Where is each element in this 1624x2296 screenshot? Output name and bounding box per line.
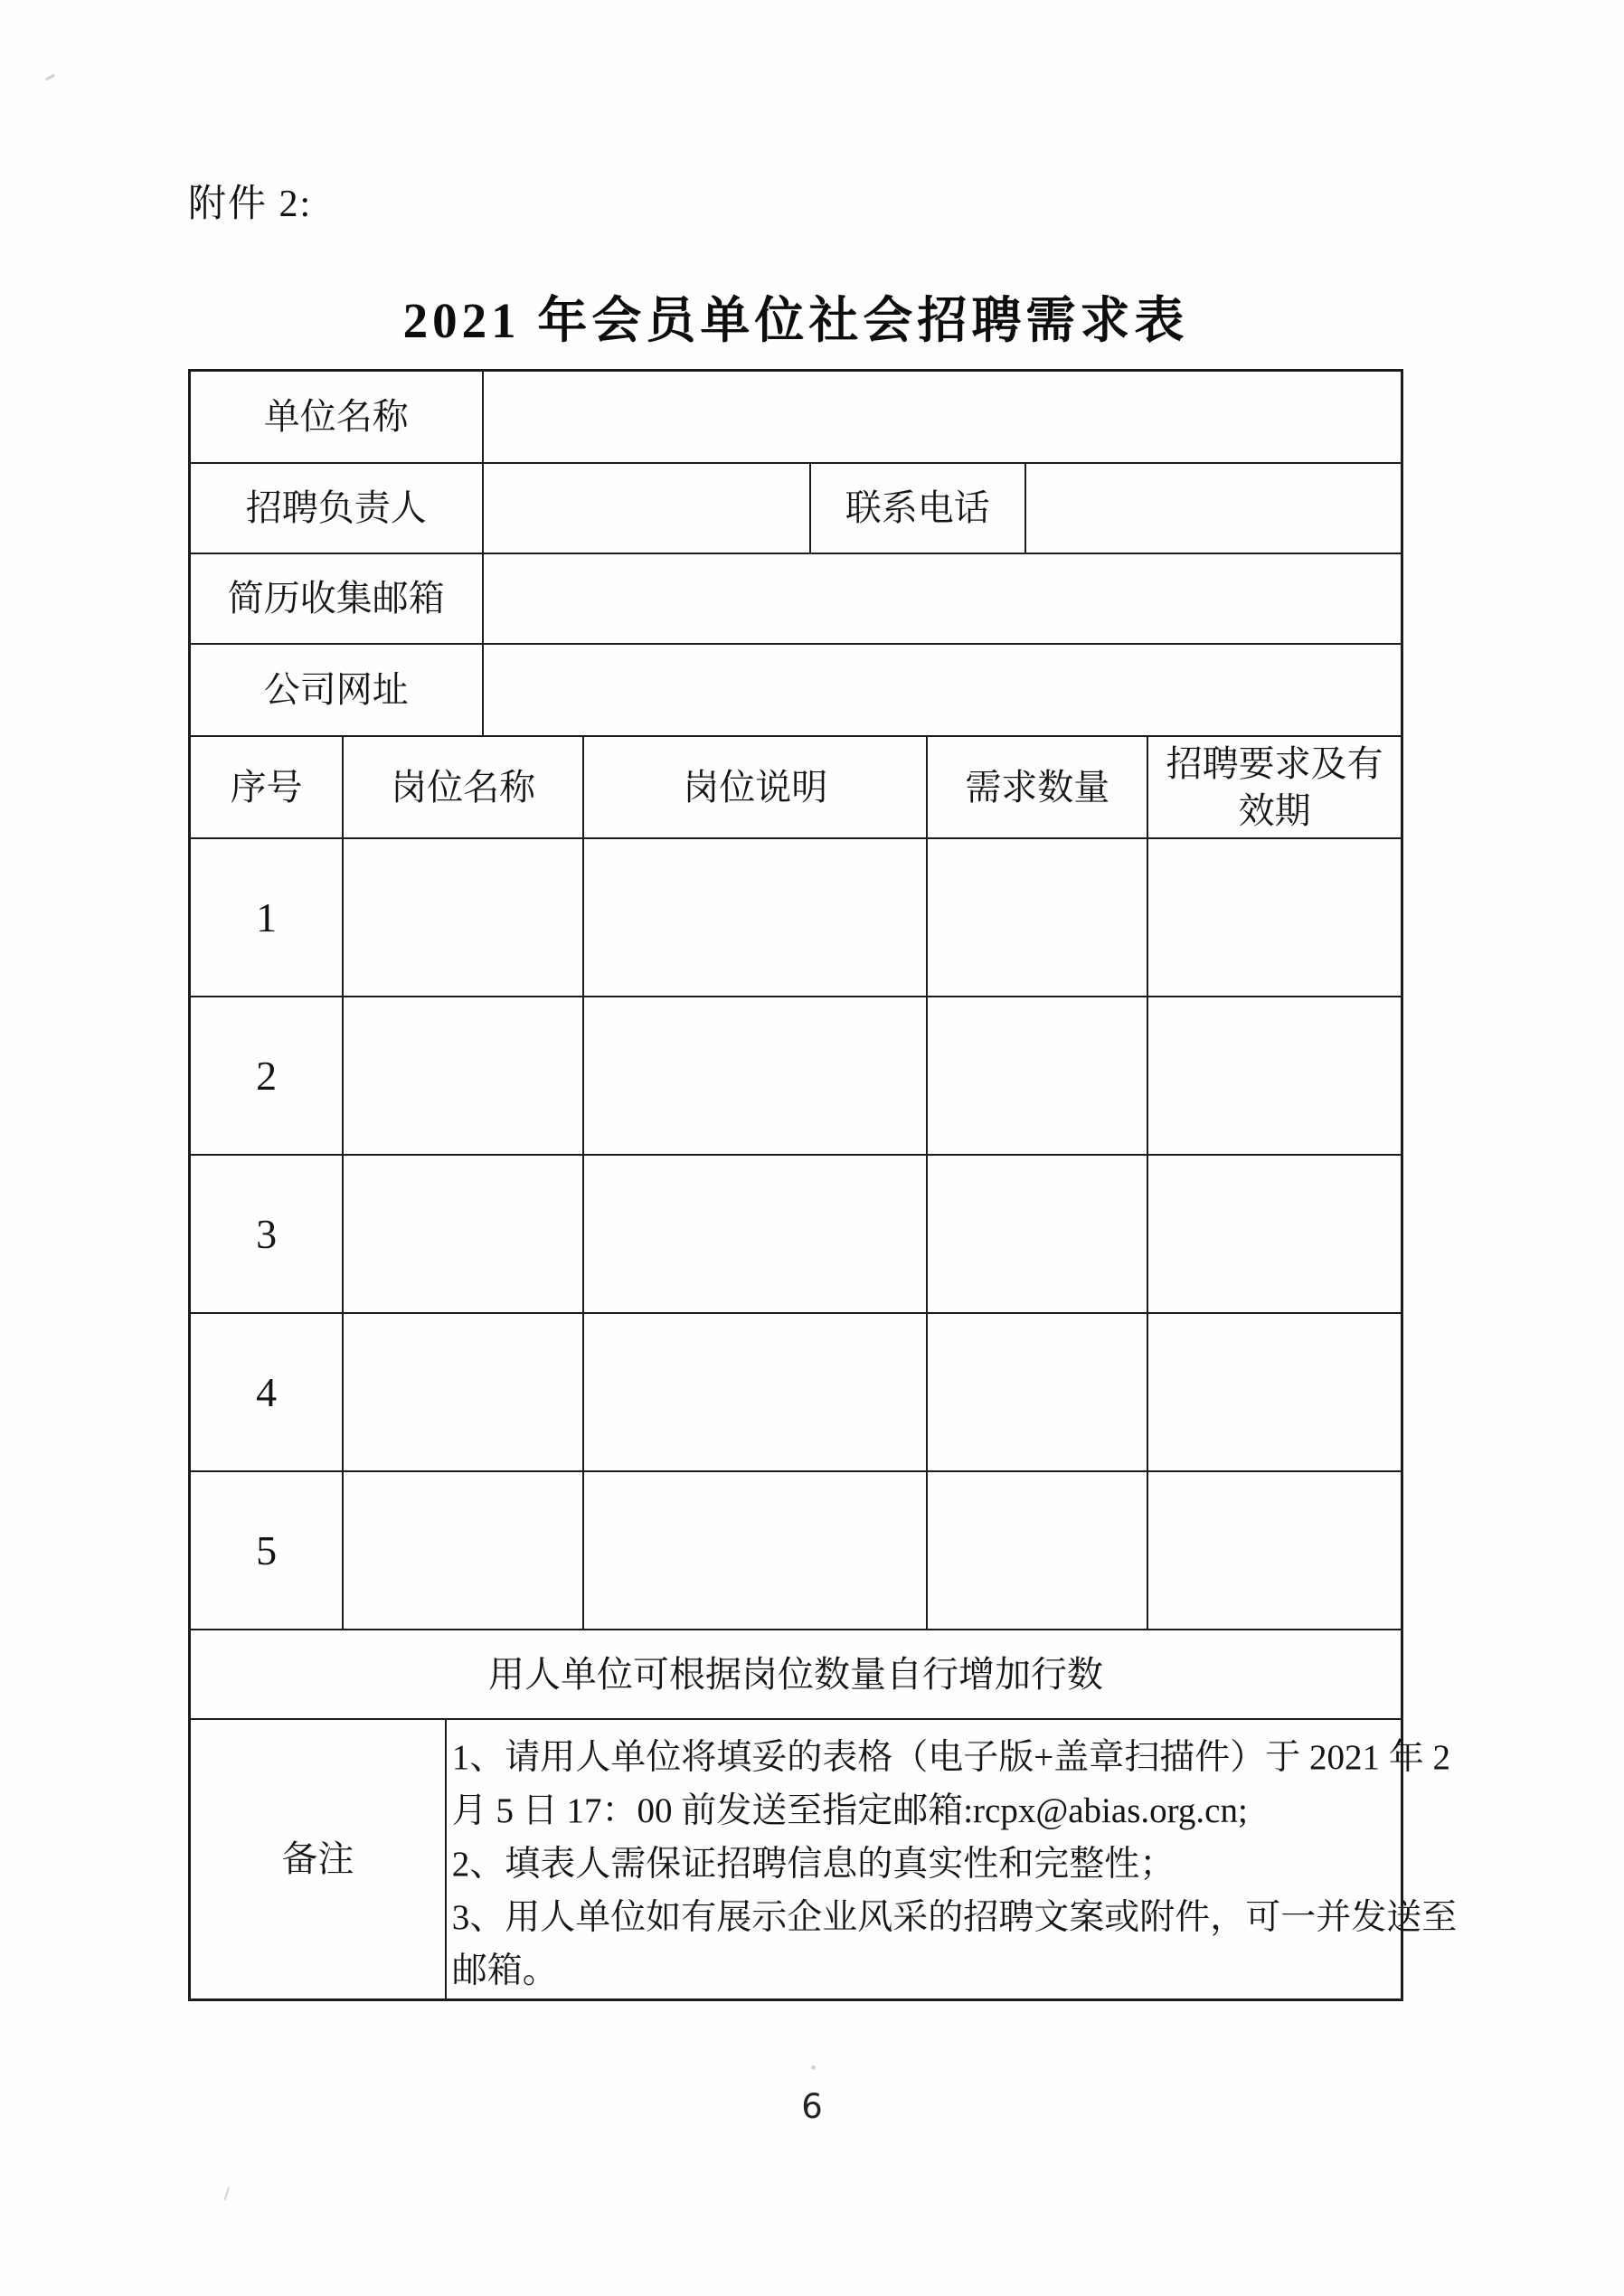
table-row [191,643,1401,735]
row-quantity-cell [926,839,1147,996]
row-quantity-cell [926,1156,1147,1312]
row-description-cell [582,839,926,996]
website-label: 公司网址 [263,669,409,710]
remarks-content [445,1720,1458,1998]
remarks-line: 月 5 日 17：00 前发送至指定邮箱:rcpx@abias.org.cn; [451,1791,1248,1830]
header-position-description: 岗位说明 [582,737,926,837]
attachment-label: 附件 2: [188,184,313,225]
row-title-cell [342,997,582,1154]
position-row [191,1470,1401,1629]
position-row [191,1154,1401,1312]
row-requirements-cell [1147,839,1401,996]
remarks-label: 备注 [281,1838,354,1879]
row-description-cell [582,997,926,1154]
table-row [191,553,1401,643]
row-description-cell [582,1156,926,1312]
row-requirements-cell [1147,1314,1401,1470]
scan-artifact [811,2065,816,2070]
row-requirements-cell [1147,1156,1401,1312]
row-title-cell [342,1314,582,1470]
header-position-title: 岗位名称 [342,737,582,837]
remarks-line: 3、用人单位如有展示企业风采的招聘文案或附件，可一并发送至 [451,1898,1458,1937]
scan-artifact [45,74,55,81]
header-requirements: 招聘要求及有效期 [1147,737,1401,837]
row-requirements-cell [1147,1472,1401,1629]
row-requirements-cell [1147,997,1401,1154]
remarks-row [191,1718,1458,1998]
row-no: 1 [256,893,278,940]
remarks-line: 2、填表人需保证招聘信息的真实性和完整性； [451,1845,1176,1884]
row-quantity-cell [926,1314,1147,1470]
position-row [191,996,1401,1154]
resume-email-label: 简历收集邮箱 [227,578,445,619]
position-row [191,837,1401,996]
phone-value-cell [1024,464,1401,553]
unit-name-value-cell [482,372,1401,462]
position-row [191,1312,1401,1470]
positions-header-row [191,735,1401,837]
header-quantity: 需求数量 [926,737,1147,837]
table-row [191,372,1401,462]
page-number: 6 [801,2087,823,2126]
row-no: 5 [256,1526,278,1573]
add-rows-note: 用人单位可根据岗位数量自行增加行数 [488,1653,1103,1695]
page-title: 2021 年会员单位社会招聘需求表 [402,293,1189,348]
row-title-cell [342,1156,582,1312]
row-no: 4 [256,1368,278,1415]
row-no: 3 [256,1210,278,1257]
remarks-line: 邮箱。 [451,1951,558,1990]
row-description-cell [582,1472,926,1629]
row-quantity-cell [926,1472,1147,1629]
row-description-cell [582,1314,926,1470]
website-value-cell [482,645,1401,735]
resume-email-value-cell [482,554,1401,643]
row-title-cell [342,839,582,996]
row-no: 2 [256,1052,278,1099]
row-title-cell [342,1472,582,1629]
table-row [191,462,1401,553]
header-no: 序号 [230,766,303,808]
scan-artifact [224,2187,231,2200]
recruiter-label: 招聘负责人 [245,487,427,528]
row-quantity-cell [926,997,1147,1154]
add-rows-note-row [191,1629,1401,1718]
recruitment-demand-table [188,369,1458,2001]
unit-name-label: 单位名称 [263,396,409,437]
recruiter-value-cell [482,464,809,553]
phone-label: 联系电话 [809,464,1024,553]
remarks-line: 1、请用人单位将填妥的表格（电子版+盖章扫描件）于 2021 年 2 [451,1738,1450,1777]
